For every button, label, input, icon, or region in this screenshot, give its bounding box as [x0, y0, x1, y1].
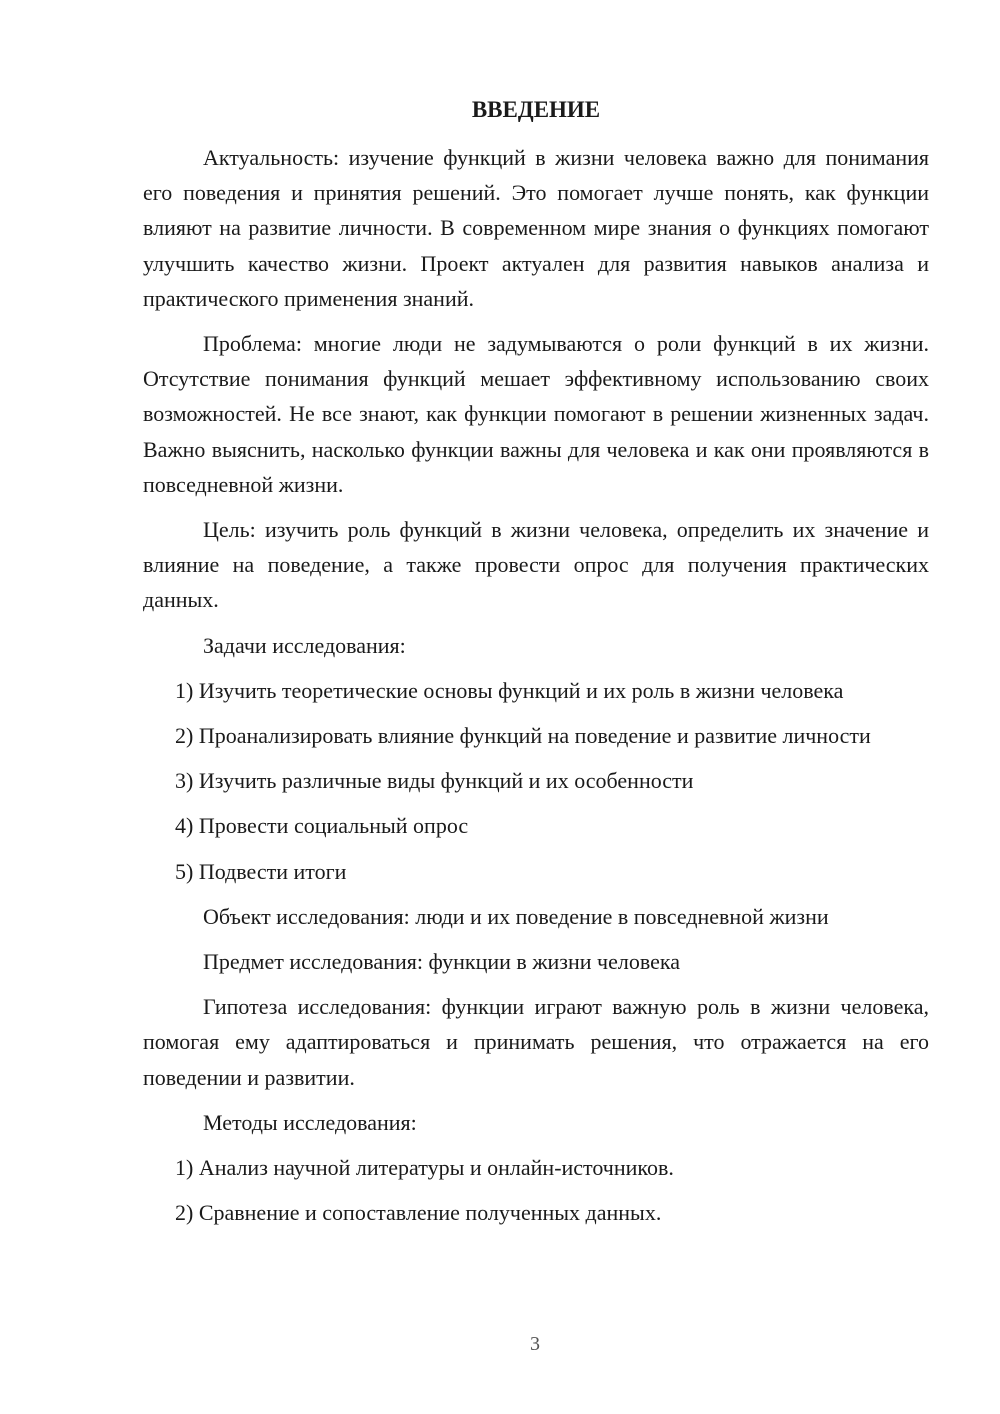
document-page	[143, 92, 929, 1240]
methods-heading: Методы исследования:	[203, 1109, 417, 1135]
task-item-4: 4) Провести социальный опрос	[175, 813, 469, 839]
paragraph-relevance: Актуальность: изучение функций в жизни человека важно для понимания его поведения и принятия решений. Это помогает лучше понять, как функции влияют на развитие личности. В современном мире знания о функциях помогают улучшить качество жизни. Проект актуален для развития навыков анализа и практического применения знаний.	[143, 145, 929, 311]
tasks-heading: Задачи исследования:	[203, 632, 406, 658]
research-subject: Предмет исследования: функции в жизни человека	[203, 949, 680, 975]
task-item-5: 5) Подвести итоги	[175, 858, 347, 884]
method-item-1: 1) Анализ научной литературы и онлайн-источников.	[175, 1155, 674, 1181]
method-item-2: 2) Сравнение и сопоставление полученных данных.	[175, 1200, 662, 1226]
section-title: ВВЕДЕНИЕ	[471, 97, 601, 122]
task-item-3: 3) Изучить различные виды функций и их особенности	[175, 768, 694, 794]
paragraph-problem: Проблема: многие люди не задумываются о роли функций в их жизни. Отсутствие понимания функций мешает эффективному использованию своих возможностей. Не все знают, как функции помогают в решении жизненных задач. Важно выяснить, насколько функции важны для человека и как они проявляются в повседневной жизни.	[143, 331, 929, 497]
page-number: 3	[530, 1333, 540, 1355]
research-hypothesis: Гипотеза исследования: функции играют важную роль в жизни человека, помогая ему адаптироваться и принимать решения, что отражается на его поведении и развитии.	[143, 994, 929, 1090]
research-object: Объект исследования: люди и их поведение в повседневной жизни	[203, 903, 829, 929]
task-item-1: 1) Изучить теоретические основы функций и их роль в жизни человека	[175, 677, 844, 703]
paragraph-goal: Цель: изучить роль функций в жизни человека, определить их значение и влияние на поведение, а также провести опрос для получения практических данных.	[143, 517, 929, 613]
task-item-2: 2) Проанализировать влияние функций на поведение и развитие личности	[175, 723, 871, 749]
